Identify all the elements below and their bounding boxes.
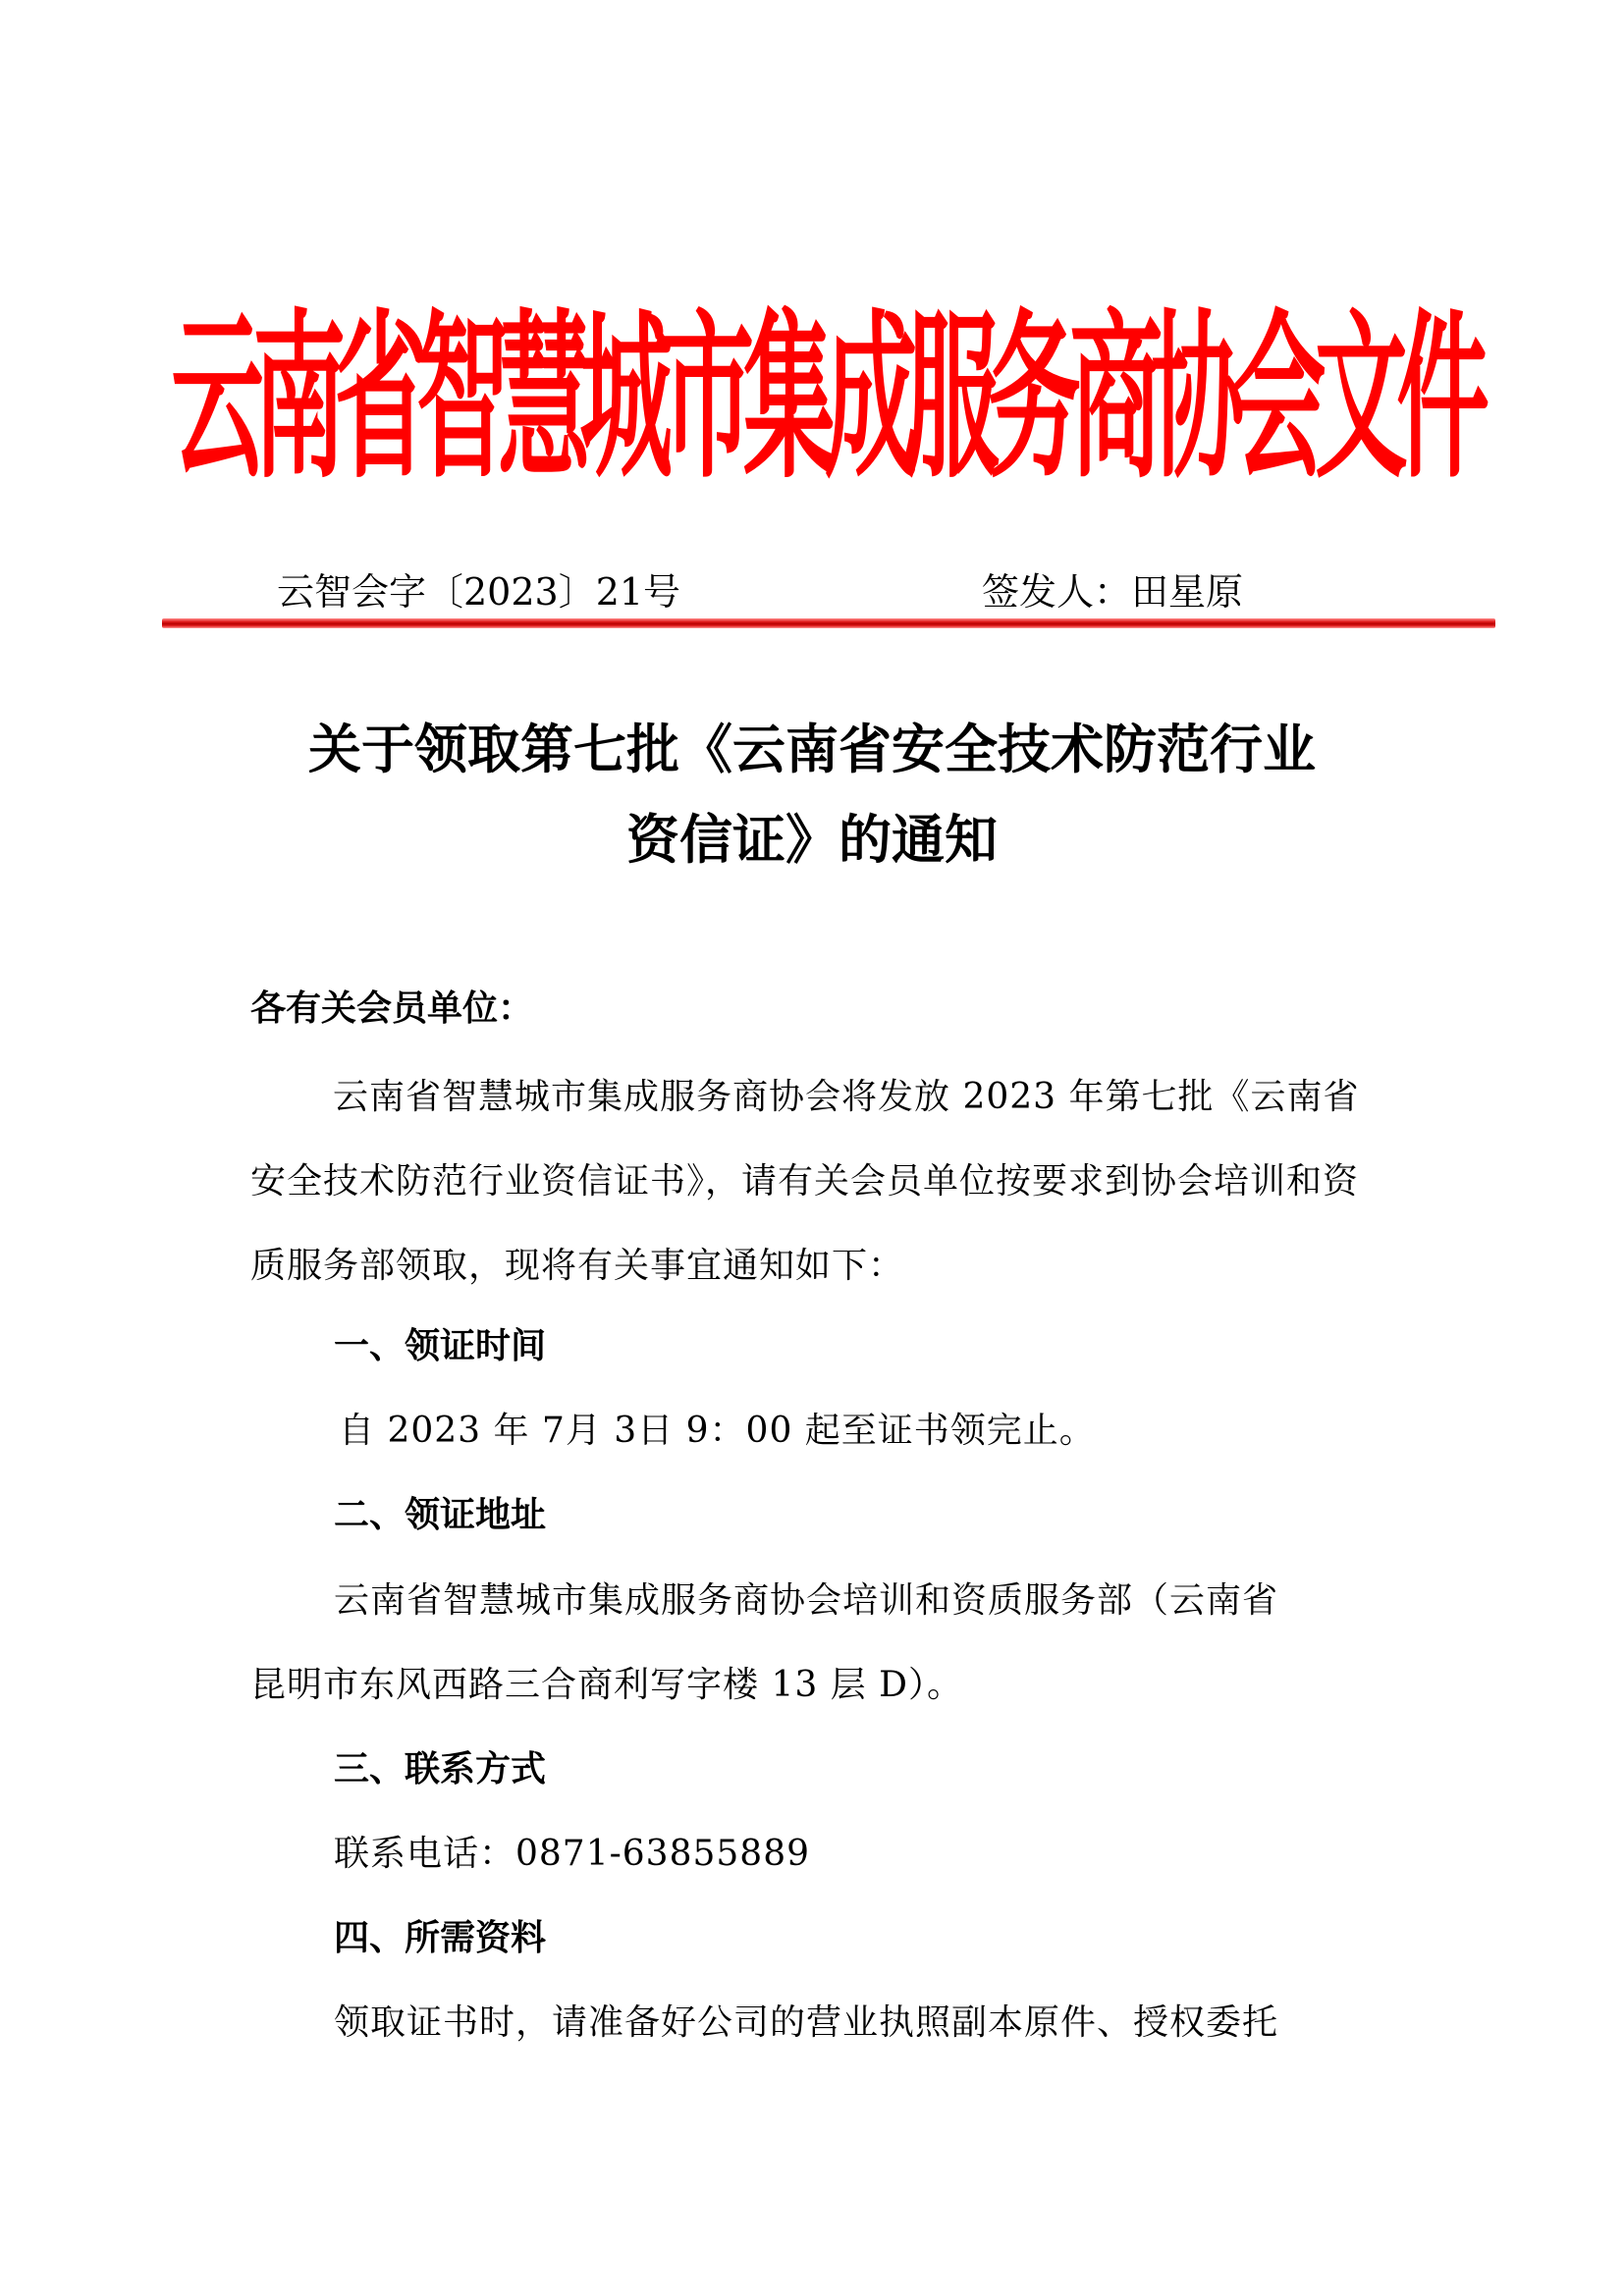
signer: 签发人：田星原 [982, 570, 1244, 614]
intro-paragraph: 云南省智慧城市集成服务商协会将发放 2023 年第七批《云南省安全技术防范行业资信证书》，请有关会员单位按要求到协会培训和资质服务部领取，现将有关事宜通知如下： [250, 1077, 1360, 1286]
section-heading-contact: 三、联系方式 [334, 1749, 547, 1789]
section-materials-text: 领取证书时，请准备好公司的营业执照副本原件、授权委托 [334, 2002, 1279, 2043]
section-heading-address: 二、领证地址 [334, 1495, 547, 1535]
notice-title [0, 705, 1624, 885]
section-time-text: 自 2023 年 7月 3日 9：00 起至证书领完止。 [339, 1411, 1096, 1451]
section-heading-time: 一、领证时间 [334, 1326, 547, 1366]
document-meta [0, 567, 1624, 616]
section-address-line-2: 昆明市东风西路三合商利写字楼 13 层 D）。 [250, 1665, 964, 1705]
red-divider [162, 618, 1495, 628]
masthead-title: 云南省智慧城市集成服务商协会文件 [171, 293, 1479, 503]
section-address-line-1: 云南省智慧城市集成服务商协会培训和资质服务部（云南省 [334, 1580, 1279, 1621]
notice-title-line-2: 资信证》的通知 [626, 809, 998, 871]
document-number: 云智会字〔2023〕21号 [277, 570, 681, 614]
salutation: 各有关会员单位： [250, 988, 534, 1029]
contact-phone: 联系电话：0871-63855889 [334, 1834, 811, 1874]
masthead [171, 285, 1479, 510]
notice-title-line-1: 关于领取第七批《云南省安全技术防范行业 [308, 719, 1316, 780]
section-heading-materials: 四、所需资料 [334, 1918, 547, 1958]
